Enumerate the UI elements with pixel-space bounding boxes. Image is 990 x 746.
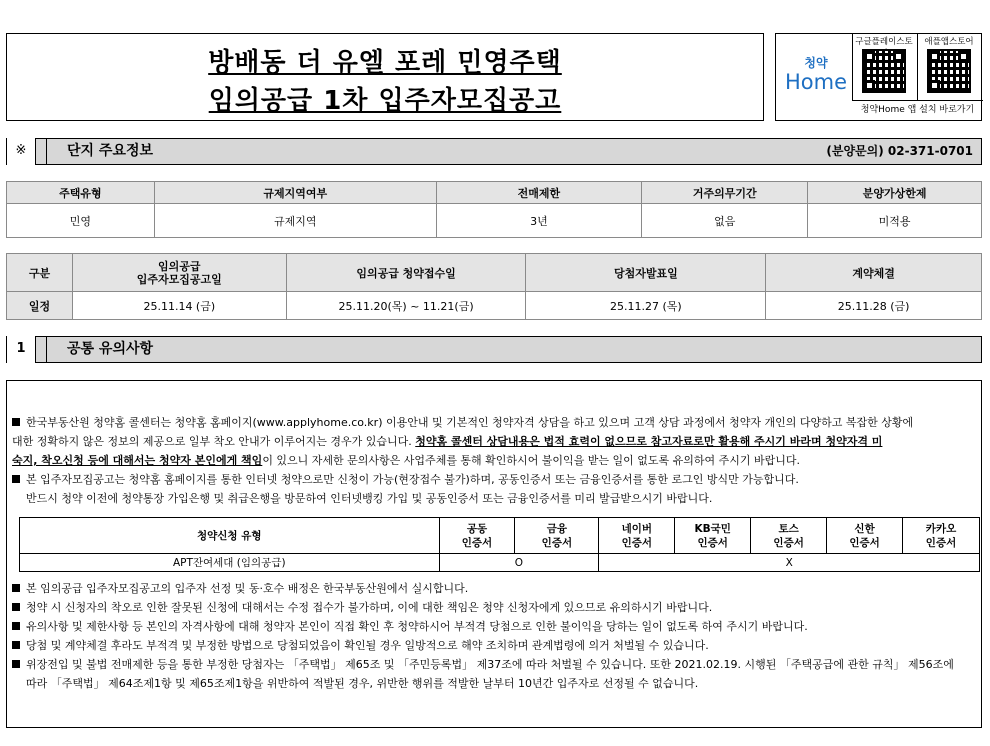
info-cell: 없음 [642,204,808,238]
info-header: 규제지역여부 [154,182,436,204]
notice-section-title: 공통 유의사항 [46,336,981,363]
notice-paragraph-2: 본 입주자모집공고는 청약홈 홈페이지를 통한 인터넷 청약으로만 신청이 가능(현장접수 불가)하며, 공동인증서 또는 금융인증서를 통한 로그인 방식만 가능합니다. 반드시 청약 이전에 청약통장 가입은행 및 취급은행을 방문하여 인터넷뱅킹 가입 및 공동인증서 또는 금융인증서를 미리 발급받으시기 바랍니다. [12,470,980,508]
housing-info-table [6,181,982,238]
cert-available-mark: O [439,554,599,572]
schedule-header: 계약체결 [766,254,982,292]
info-header: 주택유형 [7,182,155,204]
cert-header: 토스 인증서 [751,518,827,554]
notice-bullet: 청약 시 신청자의 착오로 인한 잘못된 신청에 대해서는 수정 접수가 불가하며, 이에 대한 책임은 청약 신청자에게 있으므로 유의하시기 바랍니다. [12,598,980,617]
info-cell: 3년 [436,204,642,238]
notice-bullet: 위장전입 및 불법 전매제한 등을 통한 부정한 당첨자는 「주택법」 제65조 및 「주민등록법」 제37조에 따라 처벌될 수 있습니다. 또한 2021.02.19. 시행된 「주택공급에 관한 규칙」 제56조에 [12,655,980,674]
bullet-icon [12,622,20,630]
schedule-header: 당첨자발표일 [526,254,766,292]
schedule-cell: 25.11.14 (금) [72,292,286,320]
bullet-icon [12,584,20,592]
sales-inquiry-phone: (분양문의) 02-371-0701 [826,138,982,165]
cert-row-type: APT잔여세대 (임의공급) [20,554,440,572]
info-cell: 규제지역 [154,204,436,238]
info-header: 분양가상한제 [808,182,982,204]
info-cell: 민영 [7,204,155,238]
app-store-label: 애플앱스토어 [924,37,974,47]
notice-section-bar [6,336,982,363]
applyhome-logo: 청약 Home [784,56,847,94]
schedule-table [6,253,982,320]
google-play-qr[interactable] [862,49,906,93]
bullet-icon [12,475,20,483]
schedule-header: 임의공급 입주자모집공고일 [72,254,286,292]
schedule-header: 구분 [7,254,73,292]
schedule-cell: 25.11.28 (금) [766,292,982,320]
notice-paragraph-1: 한국부동산원 청약홈 콜센터는 청약홈 홈페이지(www.applyhome.co.kr) 이용안내 및 기본적인 청약자격 상담을 하고 있으며 고객 상담 과정에서 청약자 개인의 다양하고 복잡한 상황에 대한 정확하지 않은 정보의 제공으로 일부 착오 안내가 이루어지는 경우가 있습니다. 청약홈 콜센터 상담내용은 법적 효력이 없으므로 참고자료로만 활용해 주시기 바라며 청약자격 미 숙지, 착오신청 등에 대해서는 청약자 본인에게 책임이 있으니 자세한 문의사항은 사업주체를 통해 확인하시어 불이익을 받는 일이 없도록 유의하여 주시기 바랍니다. [12,416,914,467]
notice-title-box [6,33,764,121]
certificate-table [19,517,980,572]
schedule-cell: 25.11.27 (목) [526,292,766,320]
app-store-qr[interactable] [927,49,971,93]
info-header: 거주의무기간 [642,182,808,204]
app-logo-box [775,33,982,121]
schedule-header: 임의공급 청약접수일 [286,254,526,292]
app-install-link[interactable]: 청약Home 앱 설치 바로가기 [852,100,983,121]
bullet-icon [12,603,20,611]
bullet-icon [12,660,20,668]
bullet-icon [12,418,20,426]
bullet-icon [12,641,20,649]
google-play-label: 구글플레이스토 [855,37,913,47]
cert-unavailable-mark: X [599,554,980,572]
cert-header: 카카오 인증서 [903,518,980,554]
cert-header: 신한 인증서 [827,518,903,554]
notice-bullet: 유의사항 및 제한사항 등 본인의 자격사항에 대해 청약자 본인이 직접 확인 후 청약하시어 부적격 당첨으로 인한 불이익을 당하는 일이 없도록 하여 주시기 바랍니다. [12,617,980,636]
notice-bullets: 본 임의공급 입주자모집공고의 입주자 선정 및 동·호수 배정은 한국부동산원에서 실시합니다. 청약 시 신청자의 착오로 인한 잘못된 신청에 대해서는 수정 접수가 불가하며, 이에 대한 책임은 청약 신청자에게 있으므로 유의하시기 바랍니다. 유의사항 및 제한사항 등 본인의 자격사항에 대해 청약자 본인이 직접 확인 후 청약하시어 부적격 당첨으로 인한 불이익을 당하는 일이 없도록 하여 주시기 바랍니다. 당첨 및 계약체결 후라도 부적격 및 부정한 방법으로 당첨되었음이 확인될 경우 일방적으로 해약 조치하며 관계법령에 의거 처벌될 수 있습니다. 위장전입 및 불법 전매제한 등을 통한 부정한 당첨자는 「주택법」 제65조 및 「주민등록법」 제37조에 따라 처벌될 수 있습니다. 또한 2021.02.19. 시행된 「주택공급에 관한 규칙」 제56조에 따라 「주택법」 제64조제1항 및 제65조제1항을 위반하여 적발된 경우, 위반한 행위를 적발한 날부터 10년간 입주자로 선정될 수 없습니다. [12,579,980,693]
info-cell: 미적용 [808,204,982,238]
summary-section-title: 단지 주요정보 [46,138,826,165]
summary-section-bar [6,138,982,165]
cert-header: 네이버 인증서 [599,518,675,554]
schedule-row-label: 일정 [7,292,73,320]
cert-header: 공동 인증서 [439,518,515,554]
cert-header: 청약신청 유형 [20,518,440,554]
notice-bullet: 당첨 및 계약체결 후라도 부적격 및 부정한 방법으로 당첨되었음이 확인될 경우 일방적으로 해약 조치하며 관계법령에 의거 처벌될 수 있습니다. [12,636,980,655]
section-number: 1 [6,336,36,363]
notice-bullet: 본 임의공급 입주자모집공고의 입주자 선정 및 동·호수 배정은 한국부동산원에서 실시합니다. [12,579,980,598]
info-header: 전매제한 [436,182,642,204]
schedule-cell: 25.11.20(목) ~ 11.21(금) [286,292,526,320]
title-line-2: 임의공급 1차 입주자모집공고 [208,86,562,116]
title-line-1: 방배동 더 유엘 포레 민영주택 [208,48,562,78]
reference-mark: ※ [6,138,36,165]
cert-header: KB국민 인증서 [675,518,751,554]
cert-header: 금융 인증서 [515,518,599,554]
